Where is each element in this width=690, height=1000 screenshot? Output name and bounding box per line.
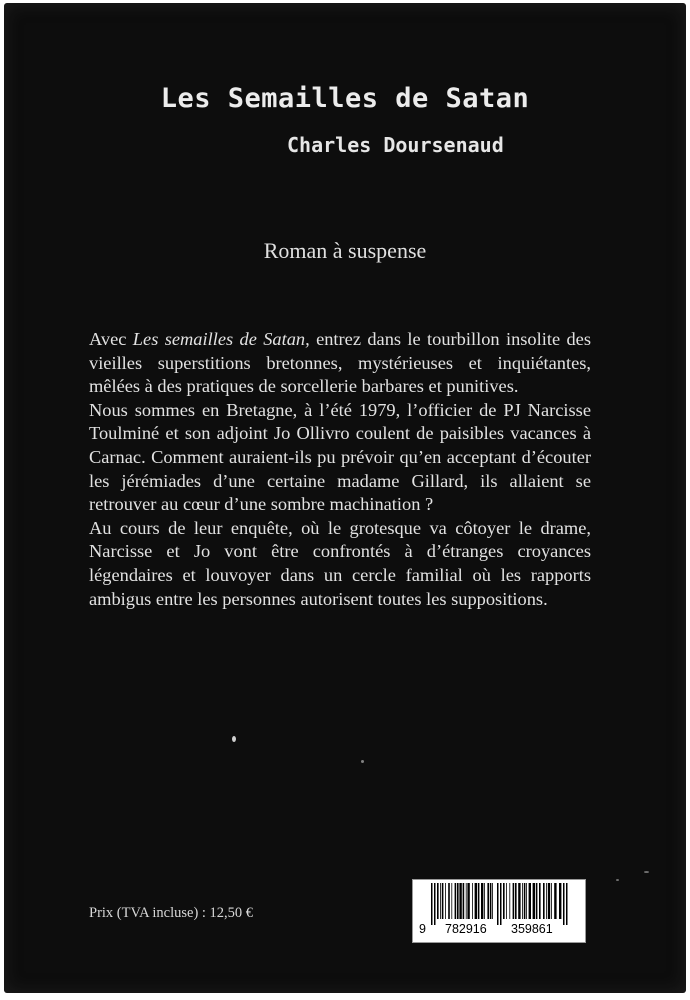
barcode-bar xyxy=(466,883,467,919)
barcode-bar xyxy=(543,883,545,919)
book-back-cover xyxy=(4,3,686,993)
barcode-bar xyxy=(490,883,492,919)
barcode-bar xyxy=(548,883,550,919)
book-title: Les Semailles de Satan xyxy=(160,83,530,114)
book-genre: Roman à suspense xyxy=(263,238,427,263)
barcode-bar xyxy=(492,883,493,919)
barcode-bar xyxy=(546,883,547,919)
barcode-bar xyxy=(515,883,517,919)
barcode-bar xyxy=(440,883,441,919)
blurb-paragraph-2: Nous sommes en Bretagne, à l’été 1979, l’officier de PJ Narcisse Toulminé et son adjoint Jo Ollivro coulent de paisibles vacances à Carnac. Comment auraient-ils pu prévoir qu’en acceptant d’écouter les jérémiades d’une certaine madame Gillard, ils allaient se retrouver au cœur d’une sombre machination ? xyxy=(89,399,591,515)
barcode-bar xyxy=(457,883,459,919)
barcode-guard-bar xyxy=(497,883,499,925)
barcode-bar xyxy=(459,883,461,919)
price-label: Prix (TVA incluse) : 12,50 € xyxy=(89,905,254,921)
book-blurb xyxy=(89,328,591,611)
barcode-bar xyxy=(522,883,523,919)
blurb-intro: Avec xyxy=(89,329,133,349)
blurb-paragraph-1 xyxy=(89,328,591,399)
barcode-bar xyxy=(478,883,480,919)
barcode-bar xyxy=(445,883,446,919)
barcode-digits-right: 359861 xyxy=(511,922,553,936)
barcode-bar xyxy=(526,883,527,919)
barcode-guard-bar xyxy=(566,883,568,925)
barcode-bar xyxy=(503,883,505,919)
book-author: Charles Doursenaud xyxy=(287,133,504,157)
blurb-paragraph-3: Au cours de leur enquête, où le grotesque va côtoyer le drame, Narcisse et Jo vont être confrontés à d’étranges croyances légendaires et louvoyer dans un cercle familial où les rapports ambigus entre les personnes autorisent toutes les suppositions. xyxy=(89,517,591,609)
cover-speck xyxy=(361,760,364,763)
barcode-bar xyxy=(467,883,469,919)
barcode-digit-first: 9 xyxy=(419,922,426,936)
isbn-barcode xyxy=(412,879,586,943)
barcode-bar xyxy=(463,883,465,919)
barcode-bar xyxy=(455,883,457,919)
barcode-bar xyxy=(437,883,439,919)
barcode-bar xyxy=(518,883,520,919)
blurb-book-title: Les semailles de Satan, xyxy=(132,329,310,349)
barcode-bar xyxy=(533,883,535,919)
barcode-bar xyxy=(559,883,561,919)
blurb-paragraph-1-text: entrez dans le tourbillon insolite des vieilles superstitions bretonnes, mystérieuses et inquiétantes, mêlées à des pratiques de sorcellerie barbares et punitives. xyxy=(89,329,591,397)
barcode-digits xyxy=(413,920,585,940)
barcode-bar xyxy=(524,883,526,919)
barcode-bar xyxy=(475,883,477,919)
barcode-guard-bar xyxy=(500,883,502,925)
barcode-bar xyxy=(472,883,473,919)
barcode-guard-bar xyxy=(431,883,433,925)
cover-speck xyxy=(232,736,236,742)
barcode-guard-bar xyxy=(434,883,436,925)
barcode-bar xyxy=(448,883,450,919)
barcode-bar xyxy=(539,883,541,919)
barcode-bar xyxy=(536,883,538,919)
barcode-bar xyxy=(481,883,483,919)
cover-speck xyxy=(616,879,619,881)
barcode-bar xyxy=(442,883,444,919)
barcode-bar xyxy=(551,883,552,919)
barcode-bar xyxy=(513,883,515,919)
barcode-digits-left: 782916 xyxy=(445,922,487,936)
barcode-bars xyxy=(417,883,581,925)
barcode-guard-bar xyxy=(563,883,565,925)
cover-speck xyxy=(644,871,649,873)
barcode-bar xyxy=(509,883,510,919)
barcode-bar xyxy=(554,883,556,919)
barcode-bar xyxy=(529,883,531,919)
barcode-bar xyxy=(484,883,485,919)
barcode-bar xyxy=(451,883,452,919)
barcode-bar xyxy=(506,883,507,919)
barcode-bar xyxy=(487,883,489,919)
